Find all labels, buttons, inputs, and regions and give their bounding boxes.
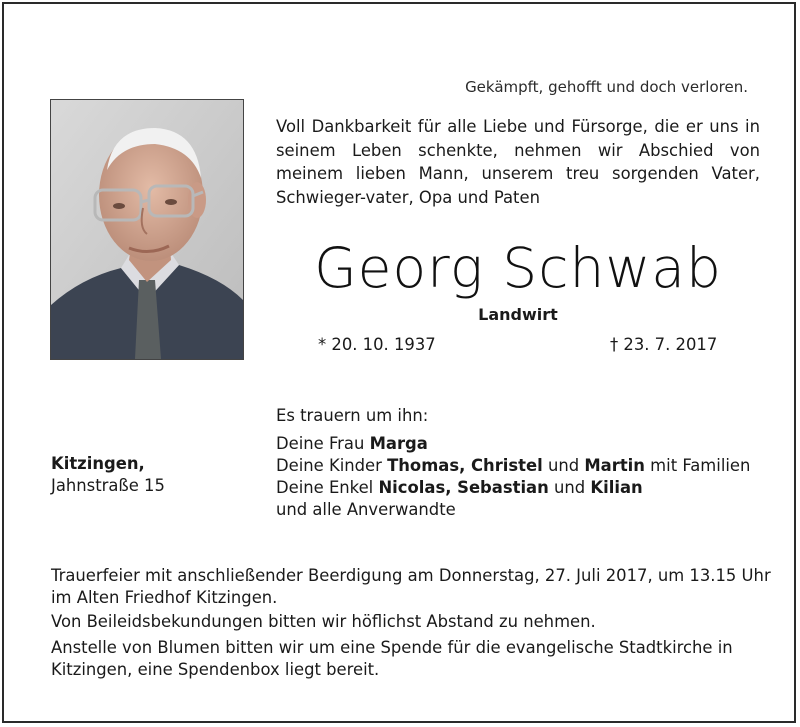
mourners-list — [276, 433, 750, 521]
grandchildren-prefix: Deine Enkel — [276, 478, 374, 497]
children-suffix: mit Familien — [650, 456, 751, 475]
funeral-line-2: im Alten Friedhof Kitzingen. — [51, 588, 278, 607]
death-date: † 23. 7. 2017 — [610, 335, 718, 354]
footer-info — [51, 565, 771, 683]
grandchild-name-kilian: Kilian — [590, 478, 643, 497]
portrait-photo — [50, 99, 244, 360]
grandchildren-names: Nicolas, Sebastian — [378, 478, 549, 497]
grandchildren-and: und — [554, 478, 586, 497]
address-block — [51, 453, 165, 497]
donation-line-1: Anstelle von Blumen bitten wir um eine Spende für die evangelische Stadtkirche in — [51, 638, 733, 657]
children-and: und — [547, 456, 580, 475]
mourner-children-line — [276, 455, 750, 477]
obituary-notice — [2, 2, 796, 723]
address-city: Kitzingen, — [51, 454, 145, 473]
children-names: Thomas, Christel — [387, 456, 543, 475]
mourner-grandchildren-line — [276, 477, 750, 499]
donation-info — [51, 637, 771, 681]
wife-prefix: Deine Frau — [276, 434, 365, 453]
mourner-relatives-line: und alle Anverwandte — [276, 500, 456, 519]
birth-date: * 20. 10. 1937 — [318, 335, 436, 354]
donation-line-2: Kitzingen, eine Spendenbox liegt bereit. — [51, 660, 380, 679]
motto: Gekämpft, gehofft und doch verloren. — [465, 78, 748, 96]
intro-text: Voll Dankbarkeit für alle Liebe und Fürsorge, die er uns in seinem Leben schenkte, nehmen wir Abschied von meinem lieben Mann, unserem treu sorgenden Vater, Schwieger-vater, Opa und Paten — [276, 117, 760, 207]
children-prefix: Deine Kinder — [276, 456, 382, 475]
deceased-name: Georg Schwab — [314, 236, 722, 300]
wife-name: Marga — [369, 434, 428, 453]
mourners-heading: Es trauern um ihn: — [276, 406, 429, 425]
mourner-wife-line — [276, 433, 750, 455]
condolence-note: Von Beileidsbekundungen bitten wir höflichst Abstand zu nehmen. — [51, 612, 596, 631]
address-street: Jahnstraße 15 — [51, 476, 165, 495]
deceased-profession: Landwirt — [478, 305, 558, 324]
funeral-info — [51, 565, 771, 609]
child-name-martin: Martin — [584, 456, 645, 475]
funeral-line-1: Trauerfeier mit anschließender Beerdigung am Donnerstag, 27. Juli 2017, um 13.15 Uhr — [51, 566, 771, 585]
